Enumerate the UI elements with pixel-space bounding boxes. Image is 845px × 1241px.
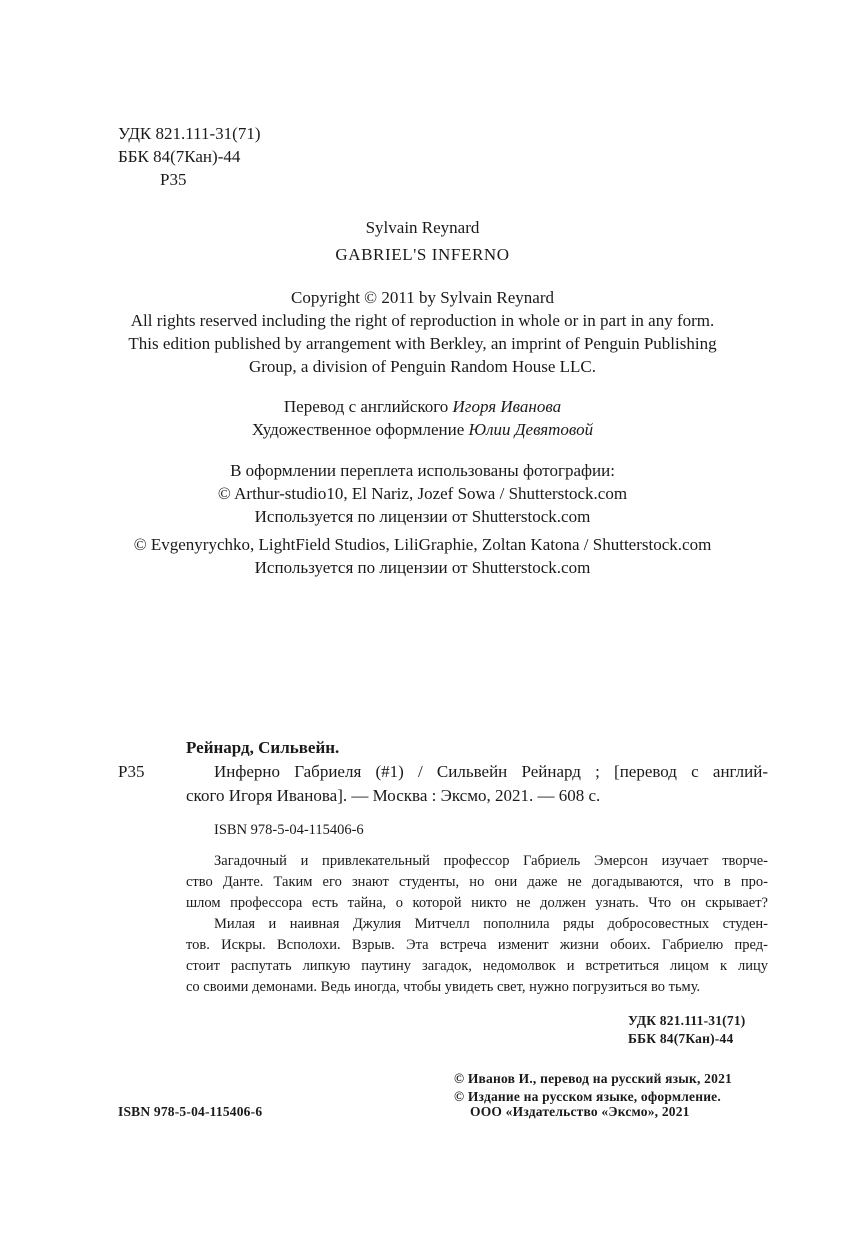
translator-name: Игоря Иванова (452, 397, 562, 416)
translation-label: Перевод с английского (283, 397, 449, 416)
annotation-line-2: ство Данте. Таким его знают студенты, но они даже не догадываются, что в про- (186, 874, 768, 890)
bottom-udk-code: УДК 821.111-31(71) (628, 1013, 746, 1028)
photos-line-5: Используется по лицензии от Shutterstock.com (254, 558, 591, 577)
photos-line-1: В оформлении переплета использованы фотографии: (230, 461, 615, 480)
copyright-line-1: Copyright © 2011 by Sylvain Reynard (290, 288, 555, 307)
annotation-line-6: стоит распутать липкую паутину загадок, недомолвок и встретиться лицом к лицу (186, 958, 768, 974)
designer-name: Юлии Девятовой (468, 420, 594, 439)
catalog-desc-line-1: Инферно Габриеля (#1) / Сильвейн Рейнард ; [перевод с англий- (214, 762, 768, 781)
bottom-bbk-code: ББК 84(7Кан)-44 (628, 1031, 734, 1046)
udk-code: УДК 821.111-31(71) (118, 124, 261, 143)
original-title: GABRIEL'S INFERNO (335, 245, 510, 264)
annotation-line-1: Загадочный и привлекательный профессор Габриель Эмерсон изучает творче- (214, 853, 768, 869)
author-sign: Р35 (160, 170, 187, 189)
translation-credit (0, 397, 845, 417)
annotation-line-7: со своими демонами. Ведь иногда, чтобы увидеть свет, нужно погрузиться во тьму. (186, 979, 701, 995)
catalog-heading: Рейнард, Сильвейн. (186, 738, 340, 757)
copyright-translation: © Иванов И., перевод на русский язык, 2021 (454, 1071, 732, 1086)
catalog-code: Р35 (118, 762, 145, 781)
design-credit (0, 420, 845, 440)
original-author: Sylvain Reynard (365, 218, 480, 237)
catalog-isbn: ISBN 978-5-04-115406-6 (214, 822, 364, 838)
copyright-line-4: Group, a division of Penguin Random House LLC. (248, 357, 597, 376)
catalog-desc-line-2: ского Игоря Иванова]. — Москва : Эксмо, 2021. — 608 с. (186, 786, 601, 805)
photos-line-2: © Arthur-studio10, El Nariz, Jozef Sowa / Shutterstock.com (217, 484, 628, 503)
photos-line-4: © Evgenyrychko, LightField Studios, LiliGraphie, Zoltan Katona / Shutterstock.com (133, 535, 712, 554)
photos-line-3: Используется по лицензии от Shutterstock.com (254, 507, 591, 526)
annotation-line-5: тов. Искры. Всполохи. Взрыв. Эта встреча изменит жизни обоих. Габриелю пред- (186, 937, 768, 953)
annotation-line-4: Милая и наивная Джулия Митчелл пополнила ряды добросовестных студен- (214, 916, 768, 932)
bbk-code: ББК 84(7Кан)-44 (118, 147, 241, 166)
copyright-line-3: This edition published by arrangement with Berkley, an imprint of Penguin Publishing (128, 334, 717, 353)
footer-isbn: ISBN 978-5-04-115406-6 (118, 1104, 263, 1119)
copyright-publisher: ООО «Издательство «Эксмо», 2021 (470, 1104, 690, 1119)
copyright-line-2: All rights reserved including the right of reproduction in whole or in part in any form. (130, 311, 715, 330)
design-label: Художественное оформление (251, 420, 465, 439)
annotation-line-3: шлом профессора есть тайна, о которой никто не должен узнать. Что он скрывает? (186, 895, 768, 911)
copyright-edition: © Издание на русском языке, оформление. (454, 1089, 721, 1104)
